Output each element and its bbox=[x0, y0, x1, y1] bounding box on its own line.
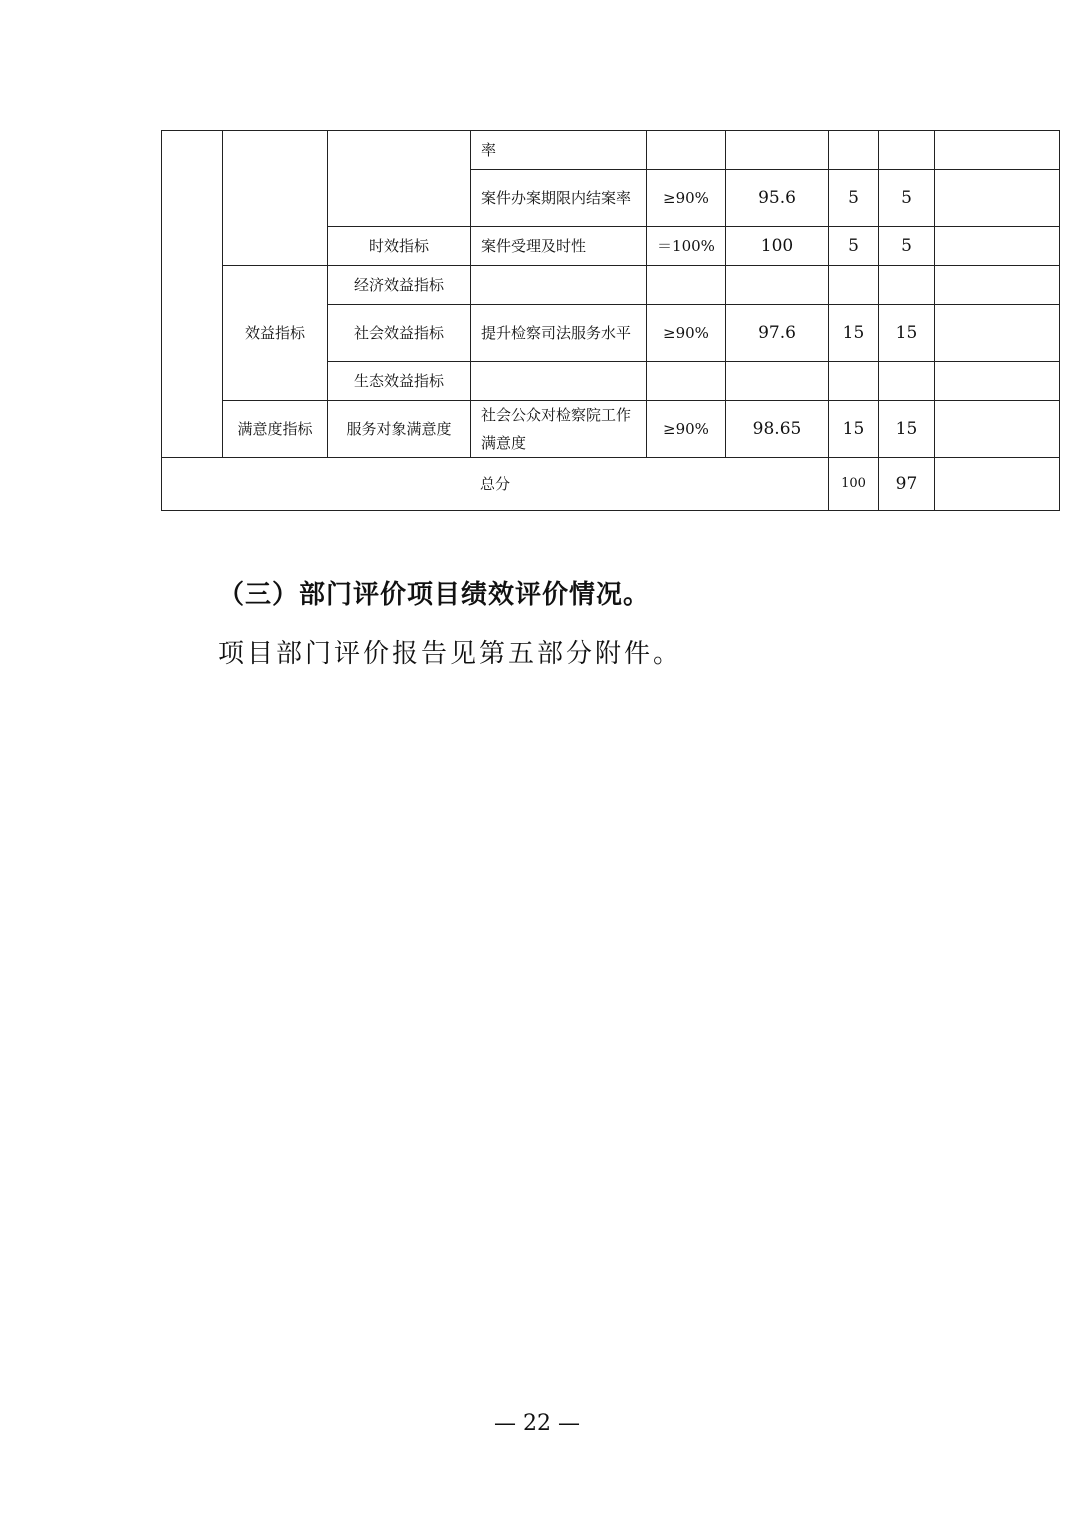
score-cell: 5 bbox=[879, 170, 935, 227]
actual-cell: 97.6 bbox=[726, 305, 829, 362]
section-heading: （三）部门评价项目绩效评价情况。 bbox=[218, 580, 651, 610]
table-row bbox=[162, 266, 1060, 305]
weight-cell: 5 bbox=[829, 170, 879, 227]
level3-cell: 时效指标 bbox=[328, 227, 471, 266]
total-note bbox=[935, 458, 1060, 511]
target-cell: ≥90% bbox=[647, 401, 726, 458]
actual-cell: 98.65 bbox=[726, 401, 829, 458]
note-cell bbox=[935, 170, 1060, 227]
score-cell bbox=[879, 266, 935, 305]
level3-cell bbox=[328, 131, 471, 227]
weight-cell bbox=[829, 266, 879, 305]
score-cell bbox=[879, 131, 935, 170]
score-cell: 15 bbox=[879, 305, 935, 362]
note-cell bbox=[935, 305, 1060, 362]
level2-cell bbox=[223, 131, 328, 266]
level2-cell: 满意度指标 bbox=[223, 401, 328, 458]
note-cell bbox=[935, 266, 1060, 305]
weight-cell: 5 bbox=[829, 227, 879, 266]
indicator-cell: 案件办案期限内结案率 bbox=[471, 170, 647, 227]
target-cell bbox=[647, 266, 726, 305]
section-body: 项目部门评价报告见第五部分附件。 bbox=[218, 639, 683, 669]
note-cell bbox=[935, 362, 1060, 401]
actual-cell bbox=[726, 131, 829, 170]
level2-cell: 效益指标 bbox=[223, 266, 328, 401]
note-cell bbox=[935, 227, 1060, 266]
performance-table bbox=[161, 130, 1060, 511]
target-cell: ≥90% bbox=[647, 170, 726, 227]
score-cell: 15 bbox=[879, 401, 935, 458]
indicator-cell: 社会公众对检察院工作满意度 bbox=[471, 401, 647, 458]
level1-cell bbox=[162, 131, 223, 458]
weight-cell bbox=[829, 362, 879, 401]
total-score: 97 bbox=[879, 458, 935, 511]
target-cell: ＝100% bbox=[647, 227, 726, 266]
target-cell bbox=[647, 362, 726, 401]
level3-cell: 经济效益指标 bbox=[328, 266, 471, 305]
table-row bbox=[162, 401, 1060, 458]
actual-cell bbox=[726, 362, 829, 401]
actual-cell: 95.6 bbox=[726, 170, 829, 227]
indicator-cell: 提升检察司法服务水平 bbox=[471, 305, 647, 362]
score-cell: 5 bbox=[879, 227, 935, 266]
target-cell bbox=[647, 131, 726, 170]
page-number: — 22 — bbox=[494, 1411, 580, 1436]
total-row bbox=[162, 458, 1060, 511]
indicator-cell: 率 bbox=[471, 131, 647, 170]
actual-cell bbox=[726, 266, 829, 305]
total-label: 总分 bbox=[162, 458, 829, 511]
note-cell bbox=[935, 131, 1060, 170]
score-cell bbox=[879, 362, 935, 401]
weight-cell: 15 bbox=[829, 401, 879, 458]
note-cell bbox=[935, 401, 1060, 458]
target-cell: ≥90% bbox=[647, 305, 726, 362]
weight-cell: 15 bbox=[829, 305, 879, 362]
weight-cell bbox=[829, 131, 879, 170]
indicator-cell bbox=[471, 266, 647, 305]
total-weight: 100 bbox=[829, 458, 879, 511]
indicator-cell bbox=[471, 362, 647, 401]
table-row bbox=[162, 131, 1060, 170]
level3-cell: 生态效益指标 bbox=[328, 362, 471, 401]
indicator-cell: 案件受理及时性 bbox=[471, 227, 647, 266]
actual-cell: 100 bbox=[726, 227, 829, 266]
level3-cell: 服务对象满意度 bbox=[328, 401, 471, 458]
level3-cell: 社会效益指标 bbox=[328, 305, 471, 362]
